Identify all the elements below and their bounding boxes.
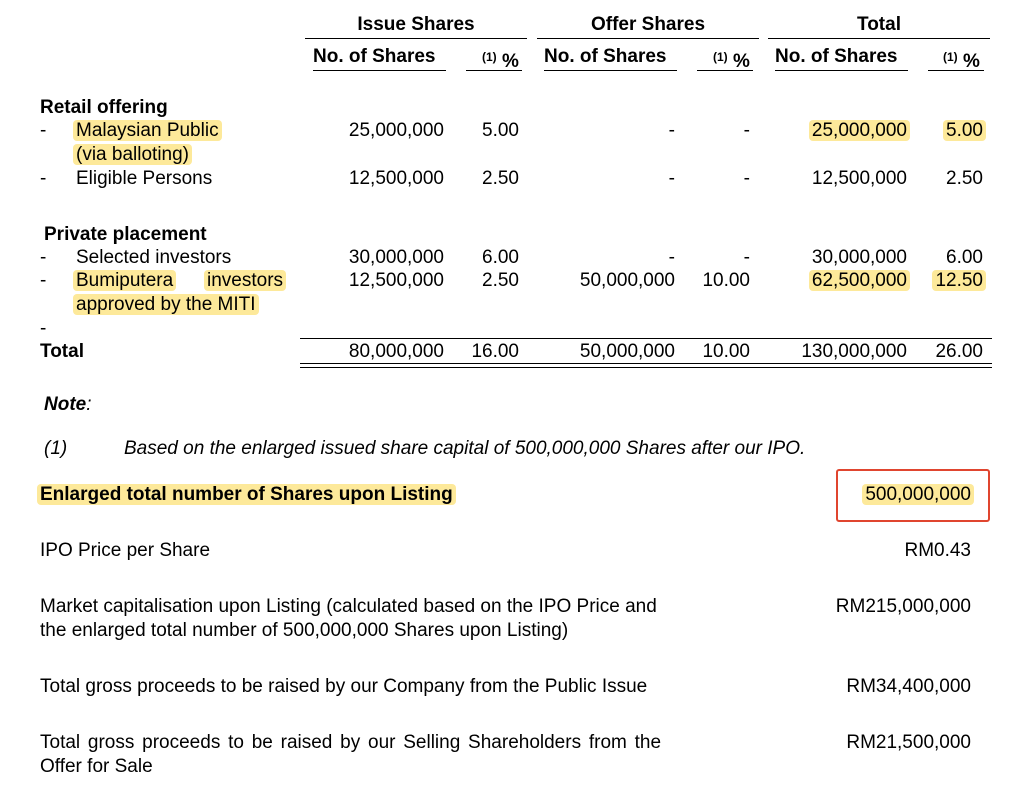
header-issue-no-shares: No. of Shares [313, 46, 436, 67]
summary-label-enlarged-shares: Enlarged total number of Shares upon Listing [37, 484, 456, 506]
note-heading: Note: [44, 394, 92, 415]
cell-offer-pct: - [743, 168, 750, 189]
header-offer-pct: $^{(1)}$ % [713, 50, 750, 72]
row-label: Malaysian Public [73, 120, 222, 142]
summary-value-market-cap: RM215,000,000 [835, 596, 971, 617]
section-heading-retail: Retail offering [40, 97, 168, 118]
summary-label-ipo-price: IPO Price per Share [40, 540, 211, 561]
summary-value-public-issue: RM34,400,000 [846, 676, 971, 697]
row-dash: - [40, 318, 47, 339]
cell-total-pct: 12.50 [920, 270, 986, 292]
cell-offer-no: - [668, 168, 675, 189]
cell-issue-no: 30,000,000 [348, 247, 444, 268]
cell-offer-no: 50,000,000 [579, 270, 675, 291]
summary-value-ipo-price: RM0.43 [904, 540, 971, 561]
total-label: Total [40, 341, 84, 362]
summary-label-public-issue: Total gross proceeds to be raised by our Company from the Public Issue [40, 676, 648, 697]
summary-label-market-cap: Market capitalisation upon Listing (calculated based on the IPO Price and [40, 596, 657, 617]
subheader-rule [697, 70, 753, 71]
row-label: Selected investors [76, 247, 232, 268]
row-dash: - [40, 120, 47, 141]
note-marker: (1) [44, 438, 68, 459]
header-rule-issue [305, 38, 527, 39]
row-label: Bumiputera [73, 270, 176, 292]
cell-total-total-no: 130,000,000 [801, 341, 907, 362]
header-issue-pct: $^{(1)}$ % [482, 50, 519, 72]
cell-offer-no: - [668, 247, 675, 268]
cell-offer-pct: - [743, 120, 750, 141]
subheader-rule [313, 70, 446, 71]
header-offer-shares: Offer Shares [590, 14, 706, 35]
cell-total-no: 30,000,000 [811, 247, 907, 268]
subheader-rule [928, 70, 984, 71]
cell-total-pct: 6.00 [946, 247, 983, 268]
total-top-rule [300, 338, 992, 339]
cell-total-no: 62,500,000 [760, 270, 910, 292]
cell-offer-pct: 10.00 [702, 270, 750, 291]
summary-label-offer-for-sale: Total gross proceeds to be raised by our Selling Shareholders from the [40, 732, 662, 753]
header-offer-no-shares: No. of Shares [544, 46, 667, 67]
cell-offer-no: - [668, 120, 675, 141]
row-label: investors [204, 270, 286, 292]
cell-issue-no: 25,000,000 [348, 120, 444, 141]
header-issue-shares: Issue Shares [357, 14, 475, 35]
cell-issue-pct: 5.00 [482, 120, 519, 141]
cell-issue-pct: 2.50 [482, 270, 519, 291]
cell-total-pct: 2.50 [946, 168, 983, 189]
total-double-rule [300, 363, 992, 368]
row-label-cont: (via balloting) [73, 144, 192, 166]
summary-value-enlarged-shares: 500,000,000 [800, 484, 974, 506]
cell-total-issue-pct: 16.00 [471, 341, 519, 362]
cell-total-pct: 5.00 [920, 120, 986, 142]
row-dash: - [40, 247, 47, 268]
cell-issue-pct: 6.00 [482, 247, 519, 268]
section-heading-private: Private placement [44, 224, 207, 245]
cell-total-offer-no: 50,000,000 [579, 341, 675, 362]
cell-total-no: 12,500,000 [811, 168, 907, 189]
cell-issue-pct: 2.50 [482, 168, 519, 189]
header-rule-offer [537, 38, 759, 39]
row-dash: - [40, 270, 47, 291]
cell-total-offer-pct: 10.00 [702, 341, 750, 362]
row-label-cont: approved by the MITI [73, 294, 259, 316]
subheader-rule [775, 70, 908, 71]
cell-issue-no: 12,500,000 [348, 270, 444, 291]
row-dash: - [40, 168, 47, 189]
subheader-rule [466, 70, 522, 71]
header-total-pct: $^{(1)}$ % [943, 50, 980, 72]
cell-total-total-pct: 26.00 [935, 341, 983, 362]
cell-total-issue-no: 80,000,000 [348, 341, 444, 362]
summary-label-market-cap-cont: the enlarged total number of 500,000,000 Shares upon Listing) [40, 620, 569, 641]
header-total-no-shares: No. of Shares [775, 46, 898, 67]
cell-offer-pct: - [743, 247, 750, 268]
subheader-rule [544, 70, 677, 71]
row-label: Eligible Persons [76, 168, 213, 189]
cell-issue-no: 12,500,000 [348, 168, 444, 189]
note-text: Based on the enlarged issued share capital of 500,000,000 Shares after our IPO. [124, 438, 806, 459]
summary-label-offer-for-sale-cont: Offer for Sale [40, 756, 153, 777]
summary-value-offer-for-sale: RM21,500,000 [846, 732, 971, 753]
header-rule-total [768, 38, 990, 39]
header-total: Total [857, 14, 901, 35]
cell-total-no: 25,000,000 [760, 120, 910, 142]
